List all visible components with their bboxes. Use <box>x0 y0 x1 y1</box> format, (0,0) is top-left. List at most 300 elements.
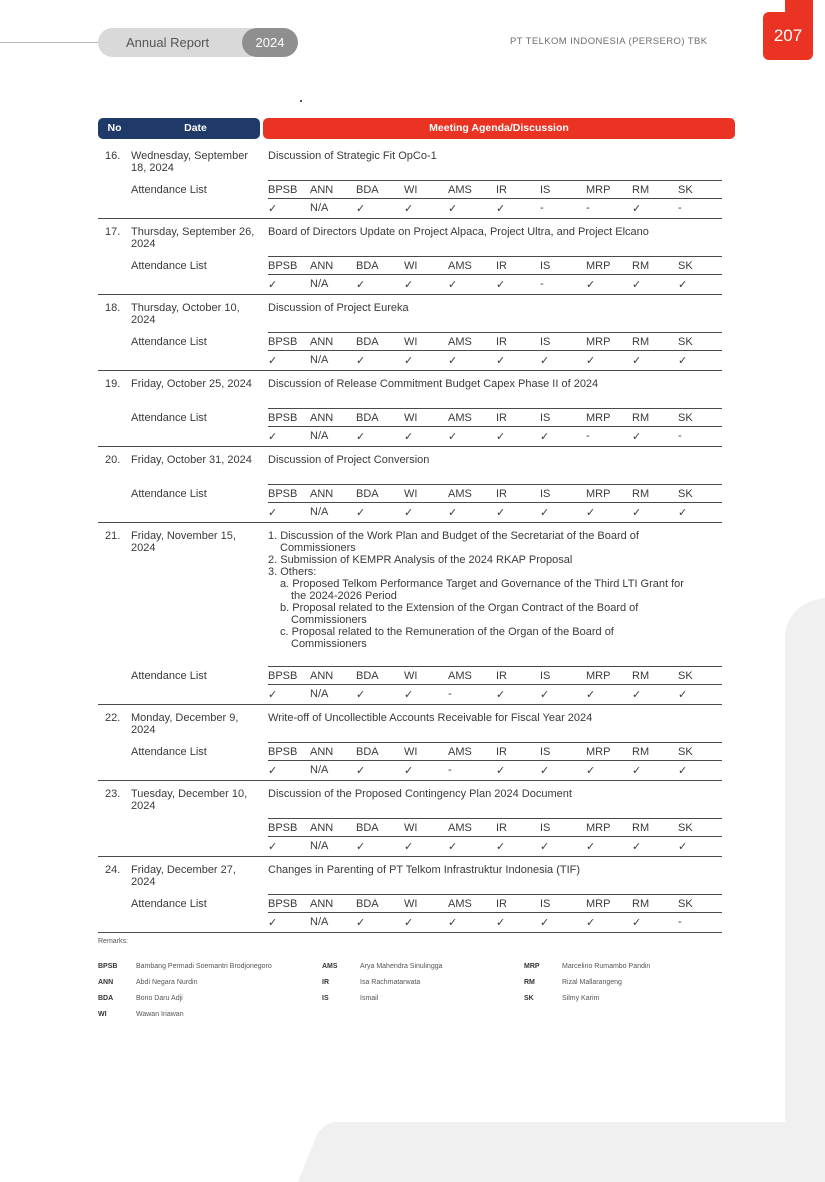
member-code: IS <box>540 488 551 500</box>
member-code: IR <box>496 488 507 500</box>
attendance-mark: ✓ <box>540 689 550 701</box>
member-code: SK <box>678 670 693 682</box>
agenda-item: 2. Submission of KEMPR Analysis of the 2024 RKAP Proposal <box>268 554 573 566</box>
attendance-members <box>268 184 722 196</box>
attendance-mark: ✓ <box>586 841 596 853</box>
meeting-number: 18. <box>105 302 121 314</box>
attendance-members <box>268 670 722 682</box>
agenda-item: the 2024-2026 Period <box>291 590 397 602</box>
member-code: WI <box>404 260 418 272</box>
attendance-mark: ✓ <box>496 689 506 701</box>
member-code: BDA <box>356 898 379 910</box>
meeting-topic: Discussion of Project Conversion <box>268 454 430 466</box>
attendance-mark: ✓ <box>404 355 414 367</box>
attendance-mark: ✓ <box>678 279 688 291</box>
remark-name: Arya Mahendra Sinulingga <box>360 963 443 970</box>
meeting-topic: Changes in Parenting of PT Telkom Infrastruktur Indonesia (TIF) <box>268 864 581 876</box>
member-code: ANN <box>310 670 334 682</box>
meeting-date: Monday, December 9, 2024 <box>131 712 239 736</box>
meeting-topic: Discussion of Strategic Fit OpCo-1 <box>268 150 437 162</box>
member-code: IS <box>540 184 551 196</box>
attendance-label: Attendance List <box>131 336 207 348</box>
attendance-mark: - <box>586 202 590 214</box>
attendance-mark: ✓ <box>632 689 642 701</box>
attendance-label: Attendance List <box>131 184 207 196</box>
remark-code: MRP <box>524 963 540 970</box>
attendance-mark: ✓ <box>586 279 596 291</box>
member-code: IR <box>496 336 507 348</box>
remark-code: BPSB <box>98 963 118 970</box>
member-code: BPSB <box>268 746 298 758</box>
attendance-mark: ✓ <box>678 841 688 853</box>
attendance-mark: N/A <box>310 354 329 366</box>
entry-bottom-rule <box>98 780 722 781</box>
meeting-row <box>98 378 722 448</box>
remark-name: Bambang Permadi Soemantri Brodjonegoro <box>136 963 272 970</box>
member-code: ANN <box>310 898 334 910</box>
attendance-mark: ✓ <box>268 765 278 777</box>
member-code: WI <box>404 336 418 348</box>
attendance-mark: ✓ <box>586 689 596 701</box>
attendance-mark: - <box>540 278 544 290</box>
company-name: PT TELKOM INDONESIA (PERSERO) TBK <box>510 36 708 47</box>
member-code: MRP <box>586 822 611 834</box>
member-code: WI <box>404 898 418 910</box>
attendance-members <box>268 412 722 424</box>
member-code: WI <box>404 746 418 758</box>
attendance-label: Attendance List <box>131 670 207 682</box>
agenda-item: 3. Others: <box>268 566 317 578</box>
member-code: RM <box>632 336 650 348</box>
entry-bottom-rule <box>98 704 722 705</box>
row-divider <box>268 894 722 895</box>
attendance-mark: N/A <box>310 840 329 852</box>
attendance-mark: N/A <box>310 202 329 214</box>
attendance-mark: ✓ <box>268 355 278 367</box>
member-code: BPSB <box>268 822 298 834</box>
attendance-mark: ✓ <box>586 917 596 929</box>
attendance-mark: ✓ <box>268 279 278 291</box>
member-code: MRP <box>586 412 611 424</box>
meeting-date: Friday, October 25, 2024 <box>131 378 252 390</box>
member-code: MRP <box>586 898 611 910</box>
attendance-mark: ✓ <box>404 203 414 215</box>
attendance-mark: ✓ <box>540 507 550 519</box>
remark-code: BDA <box>98 995 114 1002</box>
meeting-date: Friday, November 15, 2024 <box>131 530 236 554</box>
member-code: SK <box>678 898 693 910</box>
attendance-mark: N/A <box>310 506 329 518</box>
member-code: BDA <box>356 336 379 348</box>
meeting-date: Friday, October 31, 2024 <box>131 454 252 466</box>
attendance-marks <box>268 430 722 442</box>
member-code: ANN <box>310 336 334 348</box>
attendance-marks <box>268 354 722 366</box>
meeting-row <box>98 788 722 858</box>
remark-name: Silmy Karim <box>562 995 600 1002</box>
member-code: MRP <box>586 746 611 758</box>
attendance-mark: - <box>540 202 544 214</box>
member-code: BPSB <box>268 336 298 348</box>
attendance-mark: ✓ <box>448 917 458 929</box>
attendance-mark: ✓ <box>268 841 278 853</box>
attendance-label: Attendance List <box>131 746 207 758</box>
member-code: ANN <box>310 822 334 834</box>
member-code: IS <box>540 336 551 348</box>
meeting-number: 24. <box>105 864 121 876</box>
row-divider <box>268 256 722 257</box>
attendance-mark: ✓ <box>356 689 366 701</box>
attendance-mark: ✓ <box>356 279 366 291</box>
attendance-label: Attendance List <box>131 898 207 910</box>
attendance-label: Attendance List <box>131 488 207 500</box>
member-code: SK <box>678 412 693 424</box>
attendance-mark: ✓ <box>632 279 642 291</box>
member-code: BPSB <box>268 898 298 910</box>
attendance-mark: ✓ <box>448 841 458 853</box>
decorative-shape-bottom <box>298 1122 825 1182</box>
entry-bottom-rule <box>98 446 722 447</box>
attendance-mark: ✓ <box>356 765 366 777</box>
member-code: RM <box>632 670 650 682</box>
agenda-item: b. Proposal related to the Extension of the Organ Contract of the Board of <box>280 602 639 614</box>
member-code: MRP <box>586 184 611 196</box>
attendance-mark: ✓ <box>632 203 642 215</box>
attendance-mark: ✓ <box>496 431 506 443</box>
meeting-row <box>98 530 722 706</box>
member-code: AMS <box>448 746 472 758</box>
attendance-mark: ✓ <box>540 841 550 853</box>
column-header-date: Date <box>131 118 260 139</box>
attendance-mark: ✓ <box>268 917 278 929</box>
meeting-row <box>98 226 722 296</box>
agenda-item: Commissioners <box>280 542 356 554</box>
member-code: IR <box>496 184 507 196</box>
agenda-item: Commissioners <box>291 614 367 626</box>
attendance-mark: ✓ <box>268 203 278 215</box>
attendance-mark: ✓ <box>540 431 550 443</box>
attendance-marks <box>268 764 722 776</box>
member-code: AMS <box>448 260 472 272</box>
page-number: 207 <box>763 12 813 60</box>
member-code: AMS <box>448 412 472 424</box>
attendance-mark: ✓ <box>356 203 366 215</box>
member-code: AMS <box>448 488 472 500</box>
member-code: RM <box>632 260 650 272</box>
attendance-mark: ✓ <box>496 507 506 519</box>
attendance-mark: ✓ <box>678 507 688 519</box>
meeting-number: 17. <box>105 226 121 238</box>
member-code: ANN <box>310 488 334 500</box>
attendance-marks <box>268 688 722 700</box>
report-label: Annual Report <box>98 28 263 57</box>
attendance-marks <box>268 840 722 852</box>
attendance-mark: ✓ <box>632 765 642 777</box>
attendance-mark: ✓ <box>678 689 688 701</box>
attendance-mark: ✓ <box>448 507 458 519</box>
attendance-members <box>268 336 722 348</box>
member-code: BDA <box>356 746 379 758</box>
row-divider <box>268 912 722 913</box>
row-divider <box>268 350 722 351</box>
attendance-mark: ✓ <box>496 765 506 777</box>
attendance-members <box>268 898 722 910</box>
attendance-mark: N/A <box>310 916 329 928</box>
member-code: BPSB <box>268 670 298 682</box>
member-code: BDA <box>356 260 379 272</box>
member-code: IR <box>496 822 507 834</box>
meeting-number: 21. <box>105 530 121 542</box>
member-code: IR <box>496 260 507 272</box>
remark-name: Bono Daru Adji <box>136 995 183 1002</box>
member-code: RM <box>632 746 650 758</box>
member-code: IR <box>496 898 507 910</box>
member-code: BPSB <box>268 184 298 196</box>
row-divider <box>268 408 722 409</box>
row-divider <box>268 198 722 199</box>
member-code: IS <box>540 412 551 424</box>
member-code: IR <box>496 746 507 758</box>
member-code: WI <box>404 184 418 196</box>
member-code: ANN <box>310 260 334 272</box>
member-code: RM <box>632 488 650 500</box>
attendance-mark: ✓ <box>540 355 550 367</box>
attendance-mark: ✓ <box>404 507 414 519</box>
remark-code: IS <box>322 995 329 1002</box>
meeting-agenda-list <box>268 530 720 650</box>
member-code: RM <box>632 898 650 910</box>
remark-code: ANN <box>98 979 114 986</box>
member-code: MRP <box>586 260 611 272</box>
member-code: SK <box>678 822 693 834</box>
member-code: AMS <box>448 898 472 910</box>
attendance-marks <box>268 506 722 518</box>
attendance-mark: ✓ <box>404 279 414 291</box>
meeting-row <box>98 302 722 372</box>
attendance-mark: ✓ <box>496 203 506 215</box>
member-code: IS <box>540 260 551 272</box>
attendance-mark: ✓ <box>496 841 506 853</box>
attendance-mark: ✓ <box>404 689 414 701</box>
attendance-marks <box>268 916 722 928</box>
row-divider <box>268 484 722 485</box>
attendance-mark: ✓ <box>632 507 642 519</box>
member-code: RM <box>632 184 650 196</box>
meeting-row <box>98 712 722 782</box>
agenda-item: c. Proposal related to the Remuneration of the Organ of the Board of <box>280 626 614 638</box>
remarks-title: Remarks: <box>98 938 128 945</box>
row-divider <box>268 818 722 819</box>
member-code: SK <box>678 336 693 348</box>
member-code: ANN <box>310 412 334 424</box>
attendance-mark: ✓ <box>678 355 688 367</box>
remark-name: Isa Rachmatarwata <box>360 979 421 986</box>
member-code: BDA <box>356 822 379 834</box>
attendance-mark: ✓ <box>448 431 458 443</box>
attendance-mark: ✓ <box>540 917 550 929</box>
attendance-mark: ✓ <box>632 841 642 853</box>
entry-bottom-rule <box>98 932 722 933</box>
member-code: IS <box>540 898 551 910</box>
member-code: AMS <box>448 822 472 834</box>
attendance-label: Attendance List <box>131 412 207 424</box>
attendance-members <box>268 822 722 834</box>
entry-bottom-rule <box>98 370 722 371</box>
attendance-mark: - <box>678 916 682 928</box>
attendance-mark: ✓ <box>448 355 458 367</box>
member-code: MRP <box>586 488 611 500</box>
remark-code: SK <box>524 995 534 1002</box>
attendance-mark: ✓ <box>404 917 414 929</box>
attendance-mark: - <box>448 688 452 700</box>
attendance-mark: ✓ <box>632 917 642 929</box>
member-code: WI <box>404 412 418 424</box>
agenda-item: 1. Discussion of the Work Plan and Budget of the Secretariat of the Board of <box>268 530 639 542</box>
entry-bottom-rule <box>98 856 722 857</box>
attendance-mark: ✓ <box>356 507 366 519</box>
meeting-row <box>98 150 722 220</box>
member-code: IR <box>496 412 507 424</box>
member-code: MRP <box>586 670 611 682</box>
row-divider <box>268 274 722 275</box>
attendance-mark: ✓ <box>678 765 688 777</box>
meeting-row <box>98 454 722 524</box>
attendance-mark: ✓ <box>404 431 414 443</box>
row-divider <box>268 666 722 667</box>
meeting-date: Tuesday, December 10, 2024 <box>131 788 248 812</box>
meeting-topic: Discussion of Project Eureka <box>268 302 409 314</box>
meeting-topic: Board of Directors Update on Project Alpaca, Project Ultra, and Project Elcano <box>268 226 649 238</box>
attendance-label: Attendance List <box>131 260 207 272</box>
agenda-item: a. Proposed Telkom Performance Target and Governance of the Third LTI Grant for <box>280 578 684 590</box>
attendance-mark: ✓ <box>496 917 506 929</box>
member-code: AMS <box>448 336 472 348</box>
meeting-number: 23. <box>105 788 121 800</box>
attendance-mark: N/A <box>310 278 329 290</box>
remark-code: IR <box>322 979 329 986</box>
member-code: MRP <box>586 336 611 348</box>
member-code: WI <box>404 670 418 682</box>
member-code: SK <box>678 746 693 758</box>
member-code: BPSB <box>268 412 298 424</box>
member-code: SK <box>678 260 693 272</box>
row-divider <box>268 426 722 427</box>
row-divider <box>268 742 722 743</box>
member-code: BDA <box>356 488 379 500</box>
attendance-mark: N/A <box>310 764 329 776</box>
attendance-members <box>268 488 722 500</box>
attendance-mark: N/A <box>310 688 329 700</box>
member-code: IS <box>540 822 551 834</box>
attendance-mark: ✓ <box>586 355 596 367</box>
attendance-mark: ✓ <box>268 431 278 443</box>
remark-code: RM <box>524 979 535 986</box>
meeting-topic: Write-off of Uncollectible Accounts Receivable for Fiscal Year 2024 <box>268 712 593 724</box>
meeting-number: 22. <box>105 712 121 724</box>
member-code: IS <box>540 670 551 682</box>
meeting-date: Wednesday, September 18, 2024 <box>131 150 248 174</box>
attendance-mark: ✓ <box>496 279 506 291</box>
attendance-mark: ✓ <box>268 689 278 701</box>
agenda-item: Commissioners <box>291 638 367 650</box>
member-code: AMS <box>448 184 472 196</box>
member-code: ANN <box>310 184 334 196</box>
column-header-no: No <box>98 118 131 139</box>
meeting-row <box>98 864 722 934</box>
member-code: IS <box>540 746 551 758</box>
member-code: RM <box>632 412 650 424</box>
member-code: BDA <box>356 670 379 682</box>
row-divider <box>268 684 722 685</box>
attendance-mark: ✓ <box>540 765 550 777</box>
remark-code: WI <box>98 1011 107 1018</box>
remark-name: Abdi Negara Nurdin <box>136 979 198 986</box>
attendance-mark: ✓ <box>496 355 506 367</box>
report-year: 2024 <box>242 28 298 57</box>
meeting-number: 19. <box>105 378 121 390</box>
row-divider <box>268 760 722 761</box>
remark-name: Ismail <box>360 995 379 1002</box>
attendance-mark: ✓ <box>356 917 366 929</box>
header-rule <box>0 42 105 43</box>
decorative-shape-right <box>785 594 825 1137</box>
member-code: WI <box>404 488 418 500</box>
row-divider <box>268 836 722 837</box>
member-code: AMS <box>448 670 472 682</box>
entry-bottom-rule <box>98 522 722 523</box>
attendance-mark: ✓ <box>586 507 596 519</box>
meeting-topic: Discussion of the Proposed Contingency Plan 2024 Document <box>268 788 572 800</box>
member-code: SK <box>678 184 693 196</box>
remark-name: Wawan Iriawan <box>136 1011 184 1018</box>
attendance-mark: - <box>448 764 452 776</box>
meeting-date: Thursday, September 26, 2024 <box>131 226 255 250</box>
row-divider <box>268 332 722 333</box>
attendance-mark: ✓ <box>356 431 366 443</box>
attendance-members <box>268 260 722 272</box>
member-code: BDA <box>356 412 379 424</box>
attendance-mark: ✓ <box>404 765 414 777</box>
row-divider <box>268 502 722 503</box>
attendance-mark: ✓ <box>448 203 458 215</box>
attendance-mark: ✓ <box>586 765 596 777</box>
attendance-mark: ✓ <box>268 507 278 519</box>
remark-name: Rizal Mallarangeng <box>562 979 622 986</box>
member-code: SK <box>678 488 693 500</box>
attendance-mark: N/A <box>310 430 329 442</box>
member-code: BPSB <box>268 260 298 272</box>
attendance-mark: ✓ <box>448 279 458 291</box>
entry-bottom-rule <box>98 294 722 295</box>
attendance-marks <box>268 202 722 214</box>
member-code: WI <box>404 822 418 834</box>
meeting-number: 16. <box>105 150 121 162</box>
remark-name: Marcelino Rumambo Pandin <box>562 963 651 970</box>
attendance-mark: ✓ <box>404 841 414 853</box>
member-code: BDA <box>356 184 379 196</box>
attendance-mark: ✓ <box>356 355 366 367</box>
meeting-date: Friday, December 27, 2024 <box>131 864 236 888</box>
stray-dot <box>300 100 302 102</box>
attendance-members <box>268 746 722 758</box>
member-code: ANN <box>310 746 334 758</box>
attendance-mark: ✓ <box>632 355 642 367</box>
meeting-topic: Discussion of Release Commitment Budget Capex Phase II of 2024 <box>268 378 599 390</box>
entry-bottom-rule <box>98 218 722 219</box>
meeting-number: 20. <box>105 454 121 466</box>
attendance-mark: - <box>678 430 682 442</box>
member-code: BPSB <box>268 488 298 500</box>
